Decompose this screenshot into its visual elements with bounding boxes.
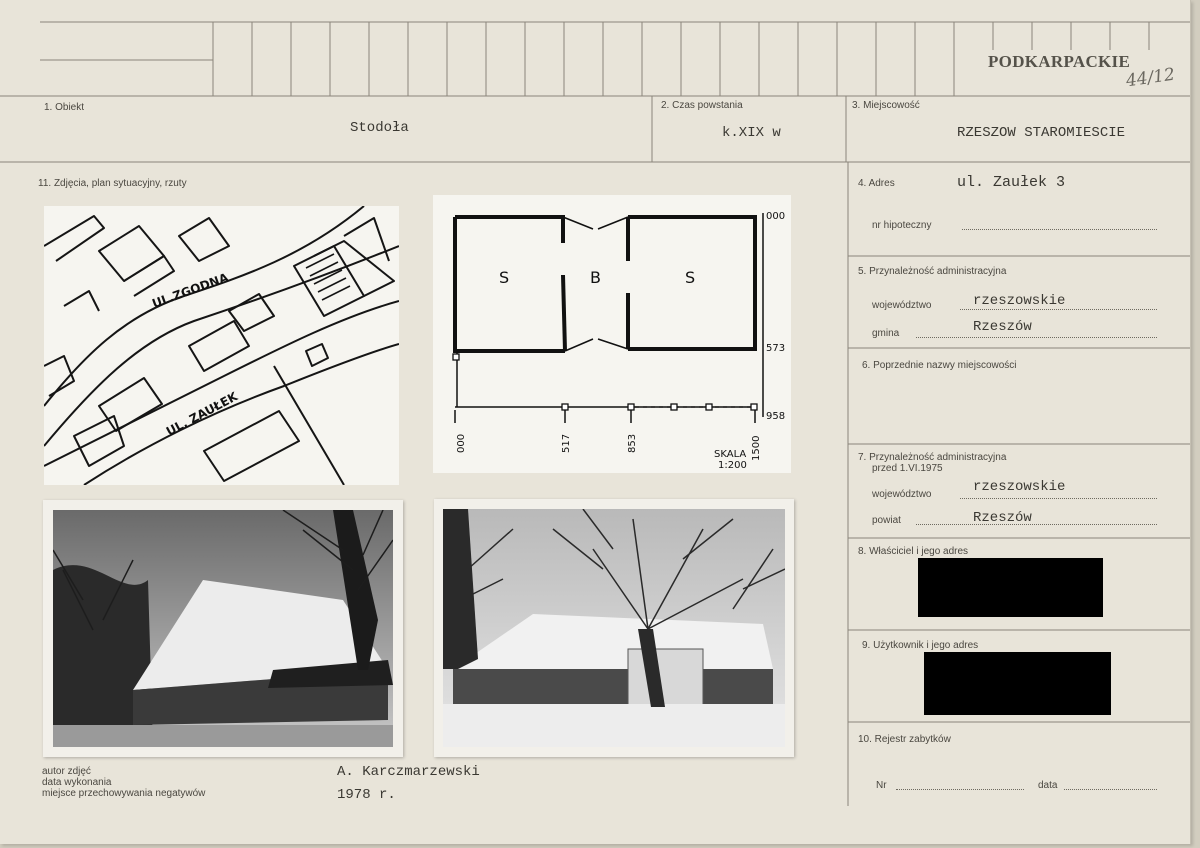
redaction-owner [918, 558, 1103, 617]
room-label-middle: B [590, 268, 601, 287]
dim-bottom-2: 517 [561, 433, 572, 453]
photo-barn-2-image [443, 509, 785, 747]
wojewodztwo-1975-label: województwo [872, 489, 932, 500]
data-wykonania-label: data wykonania [42, 777, 112, 788]
zdjecia-label: 11. Zdjęcia, plan sytuacyjny, rzuty [38, 178, 187, 189]
gmina-value: Rzeszów [973, 319, 1032, 335]
dim-bottom-3: 853 [627, 433, 638, 453]
przynaleznosc-label: 5. Przynależność administracyjna [858, 266, 1007, 277]
rejestr-label: 10. Rejestr zabytków [858, 734, 951, 745]
wojewodztwo-label: województwo [872, 300, 932, 311]
room-label-right: S [685, 268, 696, 287]
adres-label: 4. Adres [858, 178, 895, 189]
data-value: 1978 r. [337, 787, 396, 803]
photo-barn-1-image [53, 510, 393, 747]
wojewodztwo-1975-value: rzeszowskie [973, 479, 1066, 495]
miejsce-label: miejsce przechowywania negatywów [42, 788, 206, 799]
wojewodztwo-value: rzeszowskie [973, 293, 1066, 309]
site-map-drawing [44, 206, 399, 485]
region-stamp: PODKARPACKIE [988, 52, 1131, 71]
autor-value: A. Karczmarzewski [337, 764, 480, 780]
gmina-line [916, 337, 1157, 338]
rejestr-data-line [1064, 789, 1157, 790]
autor-label: autor zdjęć [42, 766, 91, 777]
czas-value: k.XIX w [722, 125, 781, 141]
powiat-value: Rzeszów [973, 510, 1032, 526]
uzytkownik-label: 9. Użytkownik i jego adres [862, 640, 979, 651]
photo-barn-2 [434, 499, 794, 757]
street-label-zaulek: UL. ZAUŁEK [163, 389, 240, 439]
wojewodztwo-line [960, 309, 1157, 310]
floor-plan [433, 195, 791, 473]
miejscowosc-value: RZESZOW STAROMIESCIE [957, 125, 1126, 141]
przynaleznosc-1975-label: 7. Przynależność administracyjna [858, 452, 1007, 463]
adres-value: ul. Zaułek 3 [957, 174, 1066, 191]
dim-bottom-1: 000 [456, 433, 467, 453]
room-label-left: S [499, 268, 510, 287]
scale-value: 1:200 [718, 460, 747, 471]
obiekt-value: Stodoła [350, 120, 409, 136]
scale-label: SKALA [714, 449, 747, 460]
rejestr-nr-line [896, 789, 1024, 790]
czas-label: 2. Czas powstania [661, 100, 743, 111]
dim-right-bottom: 958 [766, 411, 786, 422]
obiekt-label: 1. Obiekt [44, 102, 85, 113]
dim-right-mid: 573 [766, 343, 786, 354]
wlasciciel-label: 8. Właściciel i jego adres [858, 546, 969, 557]
powiat-line [916, 524, 1157, 525]
photo-barn-1 [43, 500, 403, 757]
hipoteczny-label: nr hipoteczny [872, 220, 932, 231]
rejestr-nr-label: Nr [876, 780, 887, 791]
gmina-label: gmina [872, 328, 900, 339]
poprzednie-label: 6. Poprzednie nazwy miejscowości [862, 360, 1017, 371]
przynaleznosc-1975-date: przed 1.VI.1975 [872, 463, 943, 474]
rejestr-data-label: data [1038, 780, 1058, 791]
floor-plan-drawing [433, 195, 791, 473]
street-label-zgodna: UL.ZGODNA [150, 270, 231, 311]
dim-bottom-4: 1500 [751, 435, 762, 461]
powiat-label: powiat [872, 515, 901, 526]
site-map [44, 206, 399, 485]
redaction-user [924, 652, 1111, 715]
wojewodztwo-1975-line [960, 498, 1157, 499]
card-number: 44/12 [1124, 64, 1177, 92]
miejscowosc-label: 3. Miejscowość [852, 100, 920, 111]
hipoteczny-line [962, 229, 1157, 230]
dim-top: 000 [766, 211, 786, 222]
